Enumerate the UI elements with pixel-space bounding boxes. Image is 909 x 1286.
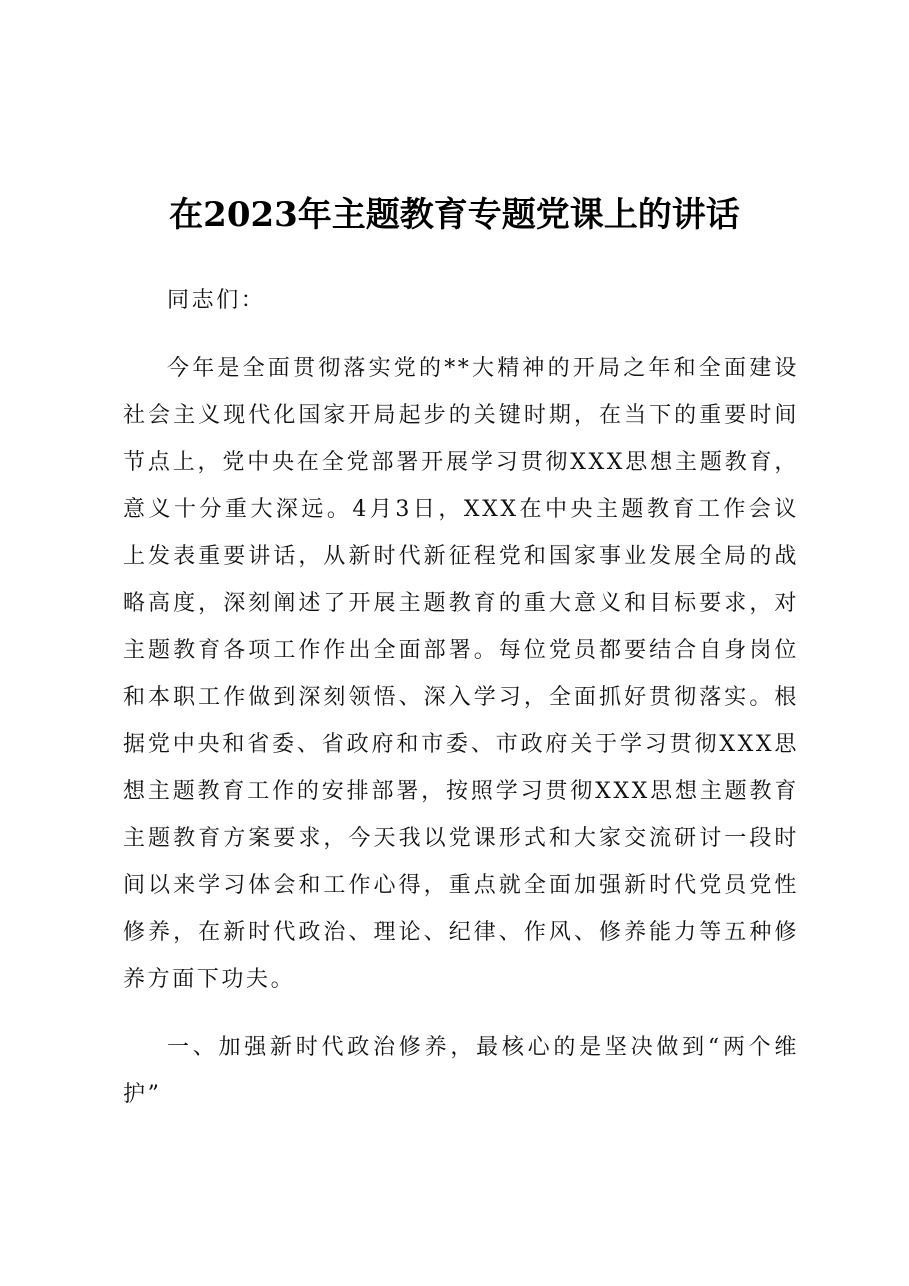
- section-heading: 一、加强新时代政治修养，最核心的是坚决做到“两个维护”: [123, 1035, 799, 1107]
- body-paragraph: 今年是全面贯彻落实党的**大精神的开局之年和全面建设社会主义现代化国家开局起步的关键时期，在当下的重要时间节点上，党中央在全党部署开展学习贯彻XXX思想主题教育，意义十分重大深远。4月3日，XXX在中央主题教育工作会议上发表重要讲话，从新时代新征程党和国家事业发展全局的战略高度，深刻阐述了开展主题教育的重大意义和目标要求，对主题教育各项工作作出全面部署。每位党员都要结合自身岗位和本职工作做到深刻领悟、深入学习，全面抓好贯彻落实。根据党中央和省委、省政府和市委、市政府关于学习贯彻XXX思想主题教育工作的安排部署，按照学习贯彻XXX思想主题教育主题教育方案要求，今天我以党课形式和大家交流研讨一段时间以来学习体会和工作心得，重点就全面加强新时代党员党性修养，在新时代政治、理论、纪律、作风、修养能力等五种修养方面下功夫。: [123, 356, 799, 992]
- greeting: 同志们：: [167, 288, 266, 313]
- document-body: [123, 277, 799, 1139]
- document-title: 在2023年主题教育专题党课上的讲话: [169, 195, 740, 235]
